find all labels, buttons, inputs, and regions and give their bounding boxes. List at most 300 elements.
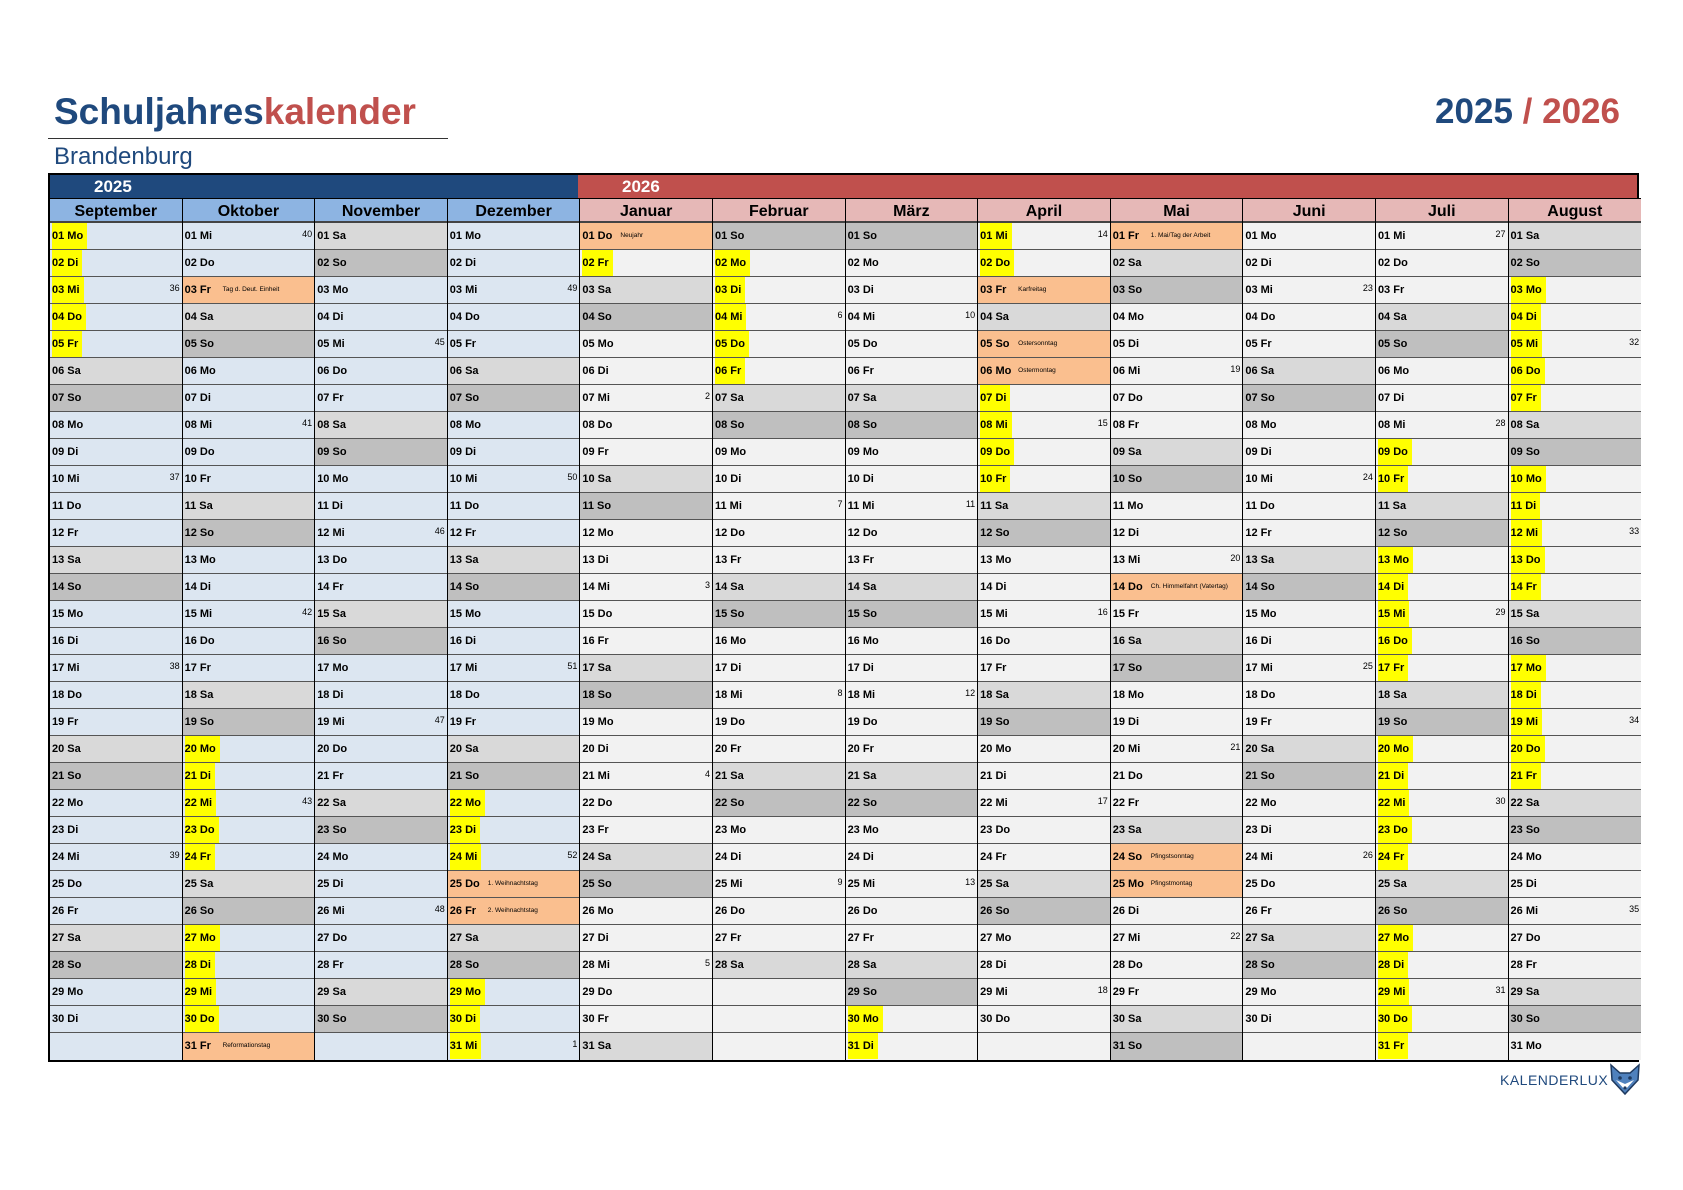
day-label: 28 Sa <box>847 959 877 971</box>
day-cell <box>1243 358 1375 385</box>
day-label: 02 Do <box>980 250 1014 276</box>
day-cell <box>1509 439 1642 466</box>
week-number: 32 <box>1629 337 1640 347</box>
day-label: 15 Mi <box>184 608 213 620</box>
day-cell <box>183 358 315 385</box>
empty-day-cell <box>1243 1033 1375 1060</box>
day-cell <box>1111 601 1243 628</box>
week-number: 12 <box>965 688 976 698</box>
day-label: 03 Fr <box>184 284 211 296</box>
day-cell <box>50 952 182 979</box>
day-label: 30 Mo <box>848 1006 883 1032</box>
week-number: 16 <box>1097 607 1108 617</box>
day-label: 27 Sa <box>1245 932 1275 944</box>
day-label: 15 Mo <box>52 608 84 620</box>
day-label: 09 Fr <box>582 446 609 458</box>
day-label: 14 Sa <box>847 581 877 593</box>
day-label: 18 Do <box>52 689 82 701</box>
day-label: 21 Di <box>980 770 1007 782</box>
day-label: 19 So <box>1377 716 1408 728</box>
day-label: 03 Mi <box>449 284 478 296</box>
month-column <box>315 198 448 1060</box>
day-cell <box>1111 493 1243 520</box>
day-cell <box>448 979 580 1006</box>
day-cell <box>978 628 1110 655</box>
day-label: 10 Fr <box>184 473 211 485</box>
day-cell <box>713 682 845 709</box>
day-label: 26 Fr <box>449 905 477 917</box>
day-cell <box>1509 331 1642 358</box>
day-label: 12 Fr <box>52 527 79 539</box>
calendar-grid <box>48 173 1639 1062</box>
day-cell <box>846 1033 978 1060</box>
day-label: 13 Mo <box>1378 547 1413 573</box>
day-cell <box>1243 871 1375 898</box>
day-cell <box>315 817 447 844</box>
day-cell <box>315 520 447 547</box>
day-label: 02 Mo <box>847 257 879 269</box>
holiday-name: Ch. Himmelfahrt (Vatertag) <box>1150 583 1228 590</box>
day-label: 26 Di <box>1112 905 1140 917</box>
week-number: 46 <box>434 526 445 536</box>
day-cell <box>183 520 315 547</box>
day-label: 10 Di <box>714 473 742 485</box>
day-cell <box>183 655 315 682</box>
day-cell <box>978 763 1110 790</box>
day-cell <box>183 547 315 574</box>
day-cell <box>1509 952 1642 979</box>
day-label: 09 Do <box>1378 439 1412 465</box>
week-number: 24 <box>1362 472 1373 482</box>
day-label: 19 Fr <box>449 716 477 728</box>
day-cell <box>580 466 712 493</box>
day-cell <box>1509 385 1642 412</box>
day-cell <box>1509 358 1642 385</box>
day-cell <box>978 520 1110 547</box>
day-label: 31 Fr <box>184 1040 211 1052</box>
day-label: 14 So <box>52 581 82 593</box>
day-cell <box>448 574 580 601</box>
day-label: 19 Do <box>847 716 878 728</box>
week-number: 29 <box>1495 607 1506 617</box>
month-column <box>50 198 183 1060</box>
day-label: 22 So <box>714 797 745 809</box>
day-label: 31 Mo <box>1510 1040 1542 1052</box>
day-cell <box>580 871 712 898</box>
day-label: 05 Do <box>847 338 878 350</box>
day-label: 13 Fr <box>714 554 742 566</box>
day-label: 24 Mi <box>1245 851 1273 863</box>
day-label: 20 Sa <box>1245 743 1275 755</box>
day-label: 21 So <box>1245 770 1275 782</box>
day-label: 18 Sa <box>980 689 1009 701</box>
holiday-name: Ostermontag <box>1018 367 1056 374</box>
day-label: 24 Mo <box>317 851 349 863</box>
day-label: 02 Do <box>1377 257 1408 269</box>
day-label: 29 So <box>847 986 877 998</box>
day-label: 14 Di <box>1378 574 1408 600</box>
day-cell <box>448 871 580 898</box>
day-cell <box>1376 682 1508 709</box>
day-label: 29 Mi <box>1378 979 1410 1005</box>
day-cell <box>183 466 315 493</box>
day-label: 07 Di <box>184 392 211 404</box>
day-label: 20 Sa <box>52 743 81 755</box>
day-cell <box>1509 628 1642 655</box>
day-label: 02 So <box>1510 257 1540 269</box>
day-label: 26 Mi <box>317 905 345 917</box>
month-column <box>580 198 713 1060</box>
day-cell <box>315 682 447 709</box>
day-label: 19 Do <box>714 716 745 728</box>
week-number: 42 <box>302 607 313 617</box>
day-label: 07 Do <box>1112 392 1143 404</box>
day-label: 21 Di <box>185 763 215 789</box>
month-header: Dezember <box>448 198 580 223</box>
day-label: 19 Fr <box>1245 716 1272 728</box>
day-cell <box>846 790 978 817</box>
day-label: 09 Di <box>52 446 79 458</box>
day-label: 06 Do <box>1511 358 1545 384</box>
day-label: 26 Fr <box>1245 905 1272 917</box>
day-cell <box>183 925 315 952</box>
day-label: 17 Mo <box>317 662 349 674</box>
day-cell <box>1376 250 1508 277</box>
day-cell <box>846 1006 978 1033</box>
week-number: 9 <box>837 877 843 887</box>
day-cell <box>50 574 182 601</box>
day-label: 06 Sa <box>449 365 479 377</box>
day-label: 21 Sa <box>847 770 877 782</box>
day-label: 13 Sa <box>449 554 479 566</box>
day-cell <box>580 844 712 871</box>
day-label: 14 Do <box>1112 581 1143 593</box>
day-label: 30 Do <box>1378 1006 1412 1032</box>
day-cell <box>1243 979 1375 1006</box>
day-label: 05 Mi <box>1511 331 1543 357</box>
day-label: 12 Mi <box>1511 520 1543 546</box>
day-label: 05 Do <box>715 331 749 357</box>
day-cell <box>448 223 580 250</box>
day-cell <box>846 358 978 385</box>
day-label: 22 Do <box>582 797 613 809</box>
day-label: 25 Sa <box>1377 878 1407 890</box>
day-label: 08 Mi <box>980 412 1012 438</box>
day-cell <box>448 385 580 412</box>
day-label: 27 Mi <box>1112 932 1141 944</box>
day-cell <box>580 223 712 250</box>
day-cell <box>1509 466 1642 493</box>
day-cell <box>448 817 580 844</box>
day-label: 23 Di <box>52 824 79 836</box>
day-label: 20 Di <box>582 743 609 755</box>
day-label: 04 Mi <box>715 304 747 330</box>
day-label: 15 Mo <box>449 608 481 620</box>
day-label: 03 Sa <box>582 284 612 296</box>
day-label: 11 Sa <box>980 500 1009 512</box>
day-cell <box>1111 925 1243 952</box>
week-number: 15 <box>1097 418 1108 428</box>
month-header: April <box>978 198 1110 223</box>
day-label: 20 Mi <box>1112 743 1141 755</box>
day-label: 20 Sa <box>449 743 479 755</box>
day-cell <box>580 898 712 925</box>
day-cell <box>183 817 315 844</box>
day-cell <box>846 331 978 358</box>
day-cell <box>183 844 315 871</box>
day-label: 30 Di <box>450 1006 480 1032</box>
day-cell <box>1111 574 1243 601</box>
day-label: 21 So <box>52 770 82 782</box>
day-label: 06 Sa <box>1245 365 1275 377</box>
day-cell <box>183 682 315 709</box>
day-cell <box>978 385 1110 412</box>
day-cell <box>1376 412 1508 439</box>
day-cell <box>50 385 182 412</box>
day-label: 17 Mi <box>1245 662 1273 674</box>
day-label: 18 Sa <box>1377 689 1407 701</box>
day-label: 20 Do <box>317 743 348 755</box>
day-label: 27 Fr <box>714 932 742 944</box>
day-cell <box>713 709 845 736</box>
week-number: 47 <box>434 715 445 725</box>
day-cell <box>183 601 315 628</box>
day-label: 16 Do <box>184 635 215 647</box>
day-label: 18 Sa <box>184 689 214 701</box>
empty-day-cell <box>50 1033 182 1060</box>
day-label: 14 Mi <box>582 581 610 593</box>
day-cell <box>1243 412 1375 439</box>
day-label: 02 Di <box>1245 257 1272 269</box>
day-label: 22 Mi <box>980 797 1008 809</box>
day-cell <box>50 898 182 925</box>
day-label: 21 So <box>449 770 480 782</box>
day-cell <box>50 925 182 952</box>
day-cell <box>846 520 978 547</box>
day-cell <box>580 439 712 466</box>
day-label: 26 Do <box>714 905 745 917</box>
day-label: 21 Di <box>1378 763 1408 789</box>
day-label: 24 Sa <box>582 851 612 863</box>
day-cell <box>315 250 447 277</box>
day-cell <box>183 493 315 520</box>
day-cell <box>1243 547 1375 574</box>
day-cell <box>183 223 315 250</box>
day-cell <box>183 790 315 817</box>
week-number: 31 <box>1495 985 1506 995</box>
day-cell <box>580 817 712 844</box>
day-cell <box>713 223 845 250</box>
day-label: 27 Sa <box>52 932 81 944</box>
day-label: 22 Fr <box>1112 797 1140 809</box>
brand-name: KALENDERLUX <box>1500 1072 1609 1088</box>
week-number: 34 <box>1629 715 1640 725</box>
day-cell <box>978 223 1110 250</box>
day-cell <box>978 898 1110 925</box>
day-cell <box>448 304 580 331</box>
day-label: 24 So <box>1112 851 1143 863</box>
day-cell <box>448 952 580 979</box>
day-cell <box>448 898 580 925</box>
day-cell <box>1376 331 1508 358</box>
day-label: 23 Do <box>1378 817 1412 843</box>
day-label: 09 Sa <box>1112 446 1142 458</box>
day-cell <box>50 628 182 655</box>
day-cell <box>315 844 447 871</box>
day-label: 06 Fr <box>715 358 745 384</box>
week-number: 25 <box>1362 661 1373 671</box>
day-cell <box>315 493 447 520</box>
day-label: 16 Di <box>1245 635 1272 647</box>
day-label: 17 Fr <box>980 662 1007 674</box>
day-cell <box>580 952 712 979</box>
day-label: 04 Do <box>449 311 480 323</box>
day-label: 13 Sa <box>52 554 81 566</box>
day-label: 10 Mo <box>317 473 349 485</box>
day-cell <box>1509 763 1642 790</box>
day-cell <box>1111 1033 1243 1060</box>
day-cell <box>846 709 978 736</box>
day-cell <box>448 682 580 709</box>
day-cell <box>183 574 315 601</box>
day-label: 01 Do <box>582 230 613 242</box>
day-cell <box>183 898 315 925</box>
day-cell <box>978 601 1110 628</box>
day-cell <box>846 493 978 520</box>
week-number: 45 <box>434 337 445 347</box>
day-label: 13 Fr <box>847 554 874 566</box>
day-cell <box>1111 277 1243 304</box>
day-cell <box>448 1033 580 1060</box>
day-cell <box>448 763 580 790</box>
day-label: 02 So <box>317 257 347 269</box>
day-label: 01 So <box>847 230 877 242</box>
day-label: 05 Mo <box>582 338 614 350</box>
week-number: 35 <box>1629 904 1640 914</box>
day-label: 26 Mo <box>582 905 614 917</box>
day-cell <box>50 520 182 547</box>
year-2026-header: 2026 <box>578 175 1637 198</box>
state-subtitle: Brandenburg <box>54 143 193 170</box>
day-cell <box>978 358 1110 385</box>
day-cell <box>1376 547 1508 574</box>
day-label: 11 So <box>582 500 612 512</box>
day-label: 02 Fr <box>582 250 612 276</box>
day-cell <box>448 790 580 817</box>
day-label: 16 Mo <box>714 635 747 647</box>
day-label: 30 Fr <box>582 1013 609 1025</box>
day-cell <box>1509 817 1642 844</box>
day-label: 20 Mo <box>185 736 220 762</box>
day-label: 01 Mi <box>1377 230 1406 242</box>
day-cell <box>713 250 845 277</box>
day-label: 22 Sa <box>317 797 346 809</box>
day-cell <box>183 1006 315 1033</box>
day-label: 15 Sa <box>317 608 346 620</box>
day-cell <box>580 250 712 277</box>
day-label: 09 Di <box>449 446 477 458</box>
day-label: 29 Sa <box>1510 986 1540 998</box>
day-label: 03 Di <box>715 277 745 303</box>
day-cell <box>1509 790 1642 817</box>
day-label: 28 Sa <box>714 959 744 971</box>
day-cell <box>846 439 978 466</box>
day-label: 25 Do <box>52 878 82 890</box>
day-label: 21 Mi <box>582 770 610 782</box>
day-label: 07 Di <box>1377 392 1405 404</box>
day-label: 11 Sa <box>184 500 213 512</box>
day-label: 25 Do <box>1245 878 1276 890</box>
day-label: 04 Do <box>52 304 86 330</box>
day-cell <box>978 547 1110 574</box>
day-cell <box>1376 790 1508 817</box>
day-cell <box>846 385 978 412</box>
day-label: 07 So <box>449 392 480 404</box>
week-number: 50 <box>567 472 578 482</box>
day-cell <box>50 493 182 520</box>
day-cell <box>315 979 447 1006</box>
day-label: 09 Do <box>184 446 215 458</box>
day-cell <box>1111 412 1243 439</box>
day-cell <box>1243 952 1375 979</box>
day-label: 06 Mo <box>1377 365 1410 377</box>
day-cell <box>1111 250 1243 277</box>
day-label: 30 Di <box>52 1013 79 1025</box>
day-cell <box>580 493 712 520</box>
day-cell <box>978 250 1110 277</box>
day-label: 17 Mo <box>1511 655 1546 681</box>
day-cell <box>448 466 580 493</box>
day-cell <box>1509 223 1642 250</box>
day-label: 04 Mo <box>1112 311 1144 323</box>
day-label: 02 Di <box>449 257 477 269</box>
day-label: 20 Mo <box>980 743 1012 755</box>
week-number: 6 <box>837 310 843 320</box>
day-label: 19 Mo <box>582 716 614 728</box>
day-label: 21 Do <box>1112 770 1143 782</box>
day-label: 02 Di <box>52 250 82 276</box>
day-label: 11 Mi <box>847 500 875 512</box>
day-cell <box>1243 736 1375 763</box>
day-label: 31 So <box>1112 1040 1143 1052</box>
day-label: 20 Do <box>1511 736 1545 762</box>
year-bar <box>50 175 1637 198</box>
day-cell <box>846 925 978 952</box>
empty-day-cell <box>978 1033 1110 1060</box>
empty-day-cell <box>315 1033 447 1060</box>
day-label: 25 Di <box>317 878 344 890</box>
day-label: 27 Fr <box>847 932 874 944</box>
day-label: 13 Mo <box>184 554 216 566</box>
day-label: 24 Fr <box>185 844 215 870</box>
day-cell <box>1509 682 1642 709</box>
day-cell <box>1111 763 1243 790</box>
day-cell <box>713 790 845 817</box>
day-label: 27 Sa <box>449 932 479 944</box>
week-number: 37 <box>169 472 180 482</box>
day-cell <box>50 736 182 763</box>
day-cell <box>1111 223 1243 250</box>
day-label: 31 Sa <box>582 1040 612 1052</box>
day-label: 03 Mi <box>1245 284 1273 296</box>
day-cell <box>1376 574 1508 601</box>
day-label: 31 Mi <box>450 1033 482 1059</box>
day-cell <box>50 1006 182 1033</box>
day-cell <box>1509 844 1642 871</box>
day-label: 08 Mi <box>184 419 213 431</box>
day-label: 04 Do <box>1245 311 1276 323</box>
day-label: 17 Mi <box>52 662 80 674</box>
